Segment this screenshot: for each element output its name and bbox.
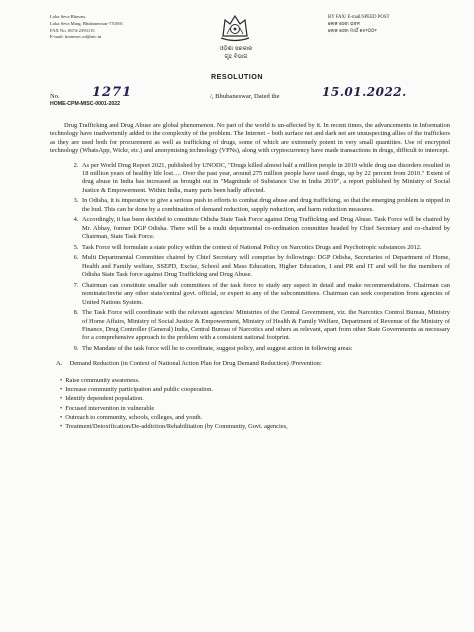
- bullet-item: • Identify dependent population.: [60, 395, 450, 403]
- bullet-item: • Increase community participation and public cooperation.: [60, 386, 450, 394]
- numbered-point: 2. As per World Drug Report 2021, published by UNODC, "Drugs killed almost half a million people in 2019 while drug use disorders resulted in 18 million years of healthy life lost…. Over the past year, around 275 million people have used drugs, up by 22 percent from 2010." Extent of drug abuse in India has increased as brought out in "Magnitude of Substance Use in India 2019", a report published by Ministry of Social Justice & Empowerment. Within India, many parts been badly affected.: [80, 162, 450, 196]
- bullet-item: • Raise community awareness.: [60, 377, 450, 385]
- reference-number-label: No.: [50, 93, 60, 100]
- numbered-point: 6. Multi Departmental Committee chaired by Chief Secretary will comprise by followings: DGP Odisha, Secretaries of Department of Home, Health and Family welfare, SSEPD, Excise, School and Mass Education, Higher Education, I and PR and IT and will be the members of Odisha State Task force against Drug Trafficking and Drug Abuse.: [80, 254, 450, 279]
- dispatch-line: BY FAX/ E-mail/SPEED POST: [328, 15, 390, 20]
- government-name: [190, 46, 282, 61]
- place-date-label: /, Bhubaneswar, Dated the: [210, 93, 280, 100]
- address-line: FAX No. 0674-2393115: [50, 27, 95, 33]
- reference-line: [50, 85, 450, 111]
- address-line: Loka Seva Marg, Bhubaneswar-751001: [50, 20, 124, 26]
- bullet-item: • Outreach to community, schools, colleges, and youth.: [60, 414, 450, 422]
- file-code: HOME-CPM-MISC-0001-2022: [50, 101, 121, 107]
- bullet-list: [50, 377, 450, 432]
- numbered-points: [50, 162, 450, 354]
- date-handwritten: 15.01.2022.: [322, 85, 407, 99]
- odia-address-line: ଲୋକ ସେବା ଭବନ: [328, 22, 361, 27]
- odia-address-line: ଲୋକ ସେବା ମାର୍ଗ ୭୫୧୦୦୧: [328, 29, 377, 34]
- department-name-line: ଗୃହ ବିଭାଗ: [224, 53, 248, 60]
- section-letter: A.: [56, 360, 63, 368]
- numbered-point: 8. The Task Force will coordinate with the relevant agencies/ Ministries of the Central Government, viz. the Narcotics Control Bureau, Ministry of Home Affairs, Ministry of Social Justice & Empowerment, Ministry of Health & Family Welfare, Department of Revenue of the Ministry of Finance, Drug Controller (General) India, Central Bureau of Narcotics and others as relevant, apart from other State Governments as necessary for a comprehensive approach to the problem with a consistent national footprint.: [80, 309, 450, 343]
- odisha-emblem-icon: [213, 10, 257, 44]
- numbered-point: 3. In Odisha, it is imperative to give a serious push to efforts to combat drug abuse and drug trafficking, so that the emerging problem is nipped in the bud. This can be done by a combination of demand reduction, supply reduction, and harm reduction measures.: [80, 197, 450, 214]
- address-line: E-mail: homesec.od@nic.in: [50, 34, 102, 40]
- government-name-line: ଓଡ଼ିଶା ସରକାର: [219, 46, 253, 52]
- address-line: Loka Seva Bhavan,: [50, 14, 86, 19]
- numbered-point: 4. Accordingly, it has been decided to constitute Odisha State Task Force against Drug Trafficking and Drug Abuse. Task Force will be chaired by Mr. Abhay, former DGP Odisha. There will be a multi departmental co-ordination committee headed by Chief Secretary and co-chaired by Chairman, State Task Force.: [80, 216, 450, 241]
- bullet-item: • Focused intervention in vulnerable: [60, 405, 450, 413]
- numbered-point: 7. Chairman can constitute smaller sub committees of the task force to study any aspect in detail and make recommendations. Chairman can nominate/invite any other state/central govt. official, or expert to any of the subcommittees. Chairman can seek cooperation from agencies of United Nations System.: [80, 282, 450, 307]
- numbered-point: 5. Task Force will formulate a state policy within the context of National Policy on Narcotics Drugs and Psychotropic substances 2012.: [80, 244, 450, 252]
- document-body: [50, 122, 450, 433]
- intro-paragraph: Drug Trafficking and Drug Abuse are global phenomenon. No part of the world is un-affected by it. In recent times, the advancements in Information technology have inadvertently added to the complexity of the problem. The Internet – both surface net and dark net are unsuspecting allies of the traffickers as they are used both for procurement as well as trafficking of drugs, some of which are extremely potent in very small quantities. Use of encrypted technology (WhatsApp, Wickr, etc.) and anonymising technology (VPNs), along with cryptocurrency have made transactions in drugs, difficult to intercept.: [50, 122, 450, 155]
- bullet-item: • Treatment/Detoxification/De-addiction/Rehabilitation (by Community, Govt. agencies,: [60, 423, 450, 431]
- reference-number-handwritten: 1271: [92, 85, 133, 100]
- section-a-heading: [56, 360, 450, 368]
- section-title: Demand Reduction (in Context of National Action Plan for Drug Demand Reduction) /Prevention:: [69, 360, 322, 368]
- numbered-point: 9. The Mandate of the task force will be to coordinate, suggest policy, and suggest action in following areas:: [80, 345, 450, 353]
- dispatch-mode: [328, 14, 389, 35]
- sender-address: [50, 14, 123, 41]
- document-heading: RESOLUTION: [210, 72, 264, 81]
